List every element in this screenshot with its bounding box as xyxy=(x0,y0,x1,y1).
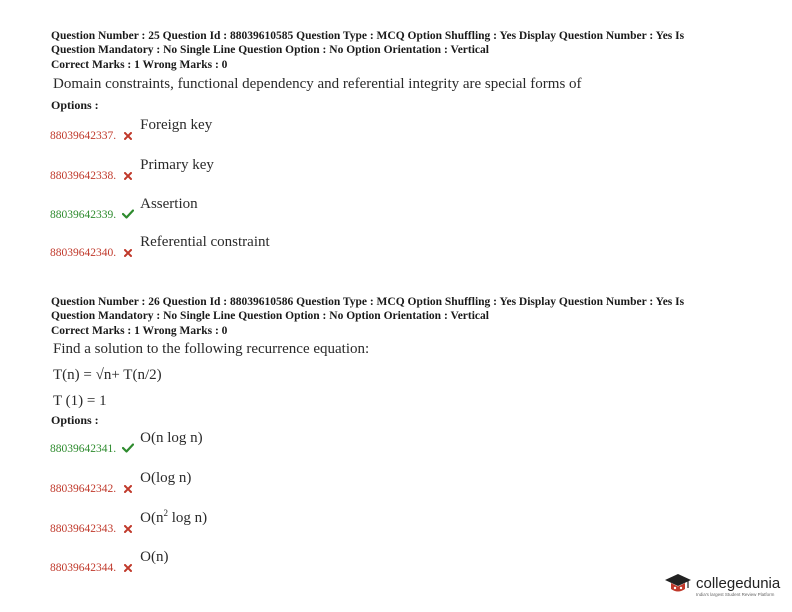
cross-icon xyxy=(121,249,135,257)
option-text-superscript: 2 xyxy=(163,508,168,518)
options-label: Options : xyxy=(51,98,99,112)
option-id: 88039642342. xyxy=(50,483,117,495)
logo-name: collegedunia xyxy=(696,575,781,592)
question-meta-line: Question Number : 25 Question Id : 88039610585 Question Type : MCQ Option Shuffling : Yes Display Question Number : Yes Is xyxy=(51,30,685,42)
option-id: 88039642337. xyxy=(50,130,117,142)
option-item[interactable] xyxy=(50,430,203,455)
option-id: 88039642338. xyxy=(50,170,117,182)
option-text: O(log n) xyxy=(140,470,192,486)
option-text: Assertion xyxy=(140,196,198,212)
cross-icon xyxy=(121,132,135,140)
question-marks: Correct Marks : 1 Wrong Marks : 0 xyxy=(51,59,228,71)
option-text xyxy=(140,508,207,527)
option-item[interactable] xyxy=(50,549,169,574)
graduation-cap-icon xyxy=(664,571,692,602)
option-text: Foreign key xyxy=(140,117,213,133)
option-item[interactable] xyxy=(50,508,208,535)
question-text: Find a solution to the following recurrence equation: xyxy=(53,341,370,357)
option-id: 88039642341. xyxy=(50,443,117,455)
option-text: Primary key xyxy=(140,157,214,173)
option-item[interactable] xyxy=(50,117,213,142)
cross-icon xyxy=(121,172,135,180)
option-id: 88039642344. xyxy=(50,562,117,574)
question-meta xyxy=(51,29,751,57)
option-text: Referential constraint xyxy=(140,234,270,250)
check-icon xyxy=(121,209,135,219)
question-text: Domain constraints, functional dependency and referential integrity are special forms of xyxy=(53,76,582,92)
cross-icon xyxy=(121,485,135,493)
option-text-part: log n) xyxy=(167,510,208,526)
equation: T(n) = √n+ T(n/2) xyxy=(53,367,162,383)
option-item[interactable] xyxy=(50,196,198,221)
option-id: 88039642339. xyxy=(50,209,117,221)
collegedunia-logo xyxy=(664,571,780,602)
question-meta-line: Question Number : 26 Question Id : 88039610586 Question Type : MCQ Option Shuffling : Yes Display Question Number : Yes Is xyxy=(51,296,685,308)
option-id: 88039642343. xyxy=(50,523,117,535)
cross-icon xyxy=(121,564,135,572)
question-meta-line: Question Mandatory : No Single Line Question Option : No Option Orientation : Vertical xyxy=(51,310,489,322)
check-icon xyxy=(121,443,135,453)
equation: T (1) = 1 xyxy=(53,393,107,409)
option-id: 88039642340. xyxy=(50,247,117,259)
question-marks: Correct Marks : 1 Wrong Marks : 0 xyxy=(51,325,228,337)
cross-icon xyxy=(121,525,135,533)
logo-text xyxy=(696,576,780,597)
option-text-part: O(n xyxy=(140,510,164,526)
question-meta xyxy=(51,295,751,323)
question-meta-line: Question Mandatory : No Single Line Question Option : No Option Orientation : Vertical xyxy=(51,44,489,56)
option-item[interactable] xyxy=(50,470,192,495)
logo-tagline: India's largest Student Review Platform xyxy=(696,592,775,597)
option-item[interactable] xyxy=(50,157,214,182)
option-item[interactable] xyxy=(50,234,270,259)
options-label: Options : xyxy=(51,413,99,427)
option-text: O(n log n) xyxy=(140,430,203,446)
option-text: O(n) xyxy=(140,549,169,565)
